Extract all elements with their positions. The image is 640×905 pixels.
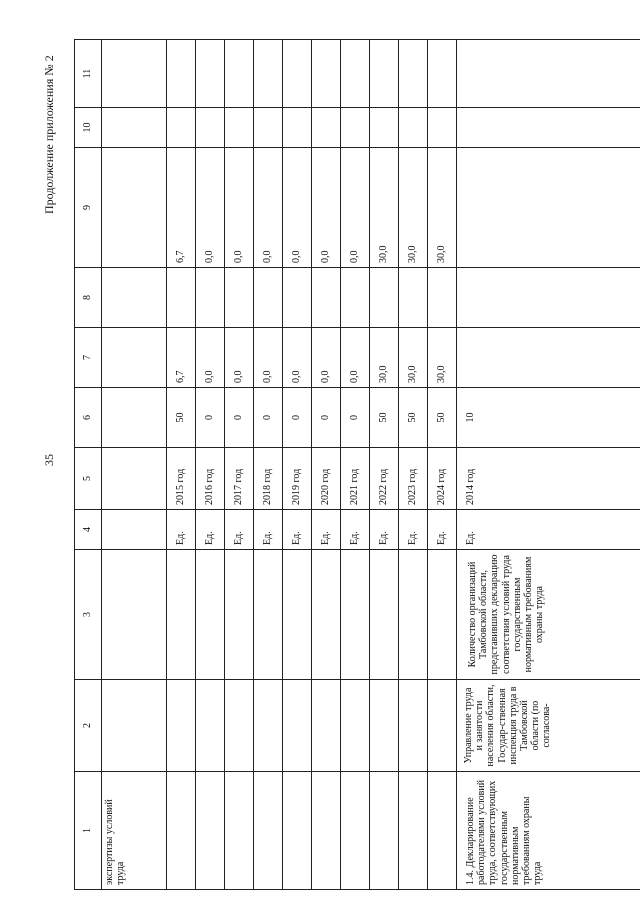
table-cell-col-8 bbox=[399, 268, 428, 328]
table-cell-col-5: 2014 год bbox=[457, 448, 640, 510]
table-cell-col-8 bbox=[457, 268, 640, 328]
table-cell-col-2 bbox=[312, 680, 341, 772]
table-cell-col-9 bbox=[102, 148, 167, 268]
table-cell-col-5: 2020 год bbox=[312, 448, 341, 510]
table-cell-col-7: 6,7 bbox=[167, 328, 196, 388]
table-cell-col-8 bbox=[196, 268, 225, 328]
table-row bbox=[225, 40, 254, 890]
table-cell-col-11 bbox=[283, 40, 312, 108]
table-cell-col-7: 30,0 bbox=[428, 328, 457, 388]
table-row bbox=[167, 40, 196, 890]
table-cell-col-8 bbox=[312, 268, 341, 328]
table-cell-col-11 bbox=[399, 40, 428, 108]
table-cell-col-11 bbox=[428, 40, 457, 108]
program-table bbox=[74, 39, 640, 890]
table-cell-col-5: 2017 год bbox=[225, 448, 254, 510]
table-cell-col-5: 2023 год bbox=[399, 448, 428, 510]
table-cell-col-2 bbox=[283, 680, 312, 772]
table-cell-col-4: Ед. bbox=[254, 510, 283, 550]
table-cell-col-6: 10 bbox=[457, 388, 640, 448]
table-cell-col-1 bbox=[312, 772, 341, 890]
table-cell-col-5: 2018 год bbox=[254, 448, 283, 510]
table-cell-col-2 bbox=[370, 680, 399, 772]
col-num-10: 10 bbox=[75, 108, 102, 148]
table-cell-col-3 bbox=[167, 550, 196, 680]
table-row bbox=[428, 40, 457, 890]
table-cell-col-2 bbox=[399, 680, 428, 772]
table-row bbox=[254, 40, 283, 890]
table-cell-col-5: 2015 год bbox=[167, 448, 196, 510]
table-cell-col-6: 50 bbox=[399, 388, 428, 448]
table-cell-col-9: 0,0 bbox=[225, 148, 254, 268]
table-cell-col-6 bbox=[102, 388, 167, 448]
table-cell-col-11 bbox=[225, 40, 254, 108]
table-row bbox=[102, 40, 167, 890]
col-num-1: 1 bbox=[75, 772, 102, 890]
table-cell-col-3 bbox=[225, 550, 254, 680]
table-cell-col-1: 1.4. Декларирование работодателями условий труда, соответствующих государственным нормативным требованиям охраны труда bbox=[457, 772, 640, 890]
table-cell-col-3: Количество организаций Тамбовской области, представивших декларацию соответствия условий труда государственным нормативным требованиям охраны труда bbox=[457, 550, 640, 680]
table-cell-col-8 bbox=[341, 268, 370, 328]
table-cell-col-7: 0,0 bbox=[341, 328, 370, 388]
table-cell-col-6: 50 bbox=[370, 388, 399, 448]
table-cell-col-6: 0 bbox=[254, 388, 283, 448]
table-cell-col-1 bbox=[370, 772, 399, 890]
table-cell-col-4: Ед. bbox=[399, 510, 428, 550]
table-cell-col-7: 0,0 bbox=[196, 328, 225, 388]
table-cell-col-6: 50 bbox=[167, 388, 196, 448]
table-cell-col-3 bbox=[370, 550, 399, 680]
table-cell-col-6: 0 bbox=[312, 388, 341, 448]
table-cell-col-2 bbox=[196, 680, 225, 772]
table-cell-col-8 bbox=[283, 268, 312, 328]
table-cell-col-4: Ед. bbox=[283, 510, 312, 550]
table-cell-col-4: Ед. bbox=[225, 510, 254, 550]
col-num-11: 11 bbox=[75, 40, 102, 108]
table-cell-col-1 bbox=[254, 772, 283, 890]
table-cell-col-7: 0,0 bbox=[254, 328, 283, 388]
table-row bbox=[196, 40, 225, 890]
table-cell-col-9: 30,0 bbox=[370, 148, 399, 268]
table-cell-col-7 bbox=[102, 328, 167, 388]
table-cell-col-5: 2024 год bbox=[428, 448, 457, 510]
table-cell-col-9: 0,0 bbox=[341, 148, 370, 268]
continuation-label: Продолжение приложения № 2 bbox=[42, 55, 56, 214]
table-cell-col-9: 0,0 bbox=[196, 148, 225, 268]
table-cell-col-10 bbox=[283, 108, 312, 148]
table-cell-col-10 bbox=[196, 108, 225, 148]
table-cell-col-8 bbox=[254, 268, 283, 328]
col-num-8: 8 bbox=[75, 268, 102, 328]
table-cell-col-2 bbox=[167, 680, 196, 772]
table-cell-col-8 bbox=[167, 268, 196, 328]
table-cell-col-7: 0,0 bbox=[312, 328, 341, 388]
col-num-7: 7 bbox=[75, 328, 102, 388]
col-num-9: 9 bbox=[75, 148, 102, 268]
table-cell-col-3 bbox=[254, 550, 283, 680]
table-cell-col-4: Ед. bbox=[370, 510, 399, 550]
table-cell-col-11 bbox=[312, 40, 341, 108]
table-cell-col-11 bbox=[102, 40, 167, 108]
table-cell-col-11 bbox=[196, 40, 225, 108]
table-cell-col-4: Ед. bbox=[457, 510, 640, 550]
table-cell-col-9: 30,0 bbox=[399, 148, 428, 268]
table-cell-col-5: 2022 год bbox=[370, 448, 399, 510]
table-cell-col-8 bbox=[102, 268, 167, 328]
table-cell-col-4: Ед. bbox=[312, 510, 341, 550]
table-cell-col-10 bbox=[254, 108, 283, 148]
table-cell-col-11 bbox=[457, 40, 640, 108]
table-cell-col-2 bbox=[254, 680, 283, 772]
table-cell-col-6: 0 bbox=[196, 388, 225, 448]
col-num-3: 3 bbox=[75, 550, 102, 680]
table-cell-col-2 bbox=[428, 680, 457, 772]
table-cell-col-3 bbox=[341, 550, 370, 680]
table-cell-col-3 bbox=[102, 550, 167, 680]
table-row bbox=[457, 40, 640, 890]
table-cell-col-11 bbox=[167, 40, 196, 108]
table-cell-col-3 bbox=[283, 550, 312, 680]
table-cell-col-7 bbox=[457, 328, 640, 388]
table-cell-col-4: Ед. bbox=[167, 510, 196, 550]
table-cell-col-10 bbox=[399, 108, 428, 148]
table-cell-col-1 bbox=[196, 772, 225, 890]
table-row bbox=[370, 40, 399, 890]
col-num-6: 6 bbox=[75, 388, 102, 448]
table-cell-col-4: Ед. bbox=[341, 510, 370, 550]
table-cell-col-2 bbox=[102, 680, 167, 772]
table-cell-col-10 bbox=[370, 108, 399, 148]
table-cell-col-6: 50 bbox=[428, 388, 457, 448]
table-cell-col-2 bbox=[341, 680, 370, 772]
table-cell-col-5: 2019 год bbox=[283, 448, 312, 510]
table-cell-col-2 bbox=[225, 680, 254, 772]
table-cell-col-1: экспертизы условий труда bbox=[102, 772, 167, 890]
table-cell-col-1 bbox=[399, 772, 428, 890]
table-cell-col-8 bbox=[370, 268, 399, 328]
table-cell-col-10 bbox=[225, 108, 254, 148]
table-cell-col-2: Управление труда и занятости населения области, Государ-ственная инспекция труда в Тамбовской области (по согласова- bbox=[457, 680, 640, 772]
table-cell-col-11 bbox=[254, 40, 283, 108]
table-cell-col-5: 2016 год bbox=[196, 448, 225, 510]
table-cell-col-3 bbox=[196, 550, 225, 680]
table-cell-col-7: 0,0 bbox=[225, 328, 254, 388]
table-cell-col-7: 30,0 bbox=[370, 328, 399, 388]
table-cell-col-11 bbox=[370, 40, 399, 108]
table-cell-col-10 bbox=[167, 108, 196, 148]
table-cell-col-1 bbox=[428, 772, 457, 890]
table-cell-col-9: 0,0 bbox=[254, 148, 283, 268]
table-cell-col-1 bbox=[283, 772, 312, 890]
table-cell-col-1 bbox=[167, 772, 196, 890]
table-row bbox=[341, 40, 370, 890]
table-cell-col-9: 0,0 bbox=[283, 148, 312, 268]
table-cell-col-10 bbox=[312, 108, 341, 148]
table-cell-col-10 bbox=[341, 108, 370, 148]
table-cell-col-1 bbox=[225, 772, 254, 890]
table-cell-col-3 bbox=[399, 550, 428, 680]
column-number-row bbox=[75, 40, 102, 890]
table-row bbox=[283, 40, 312, 890]
table-cell-col-3 bbox=[312, 550, 341, 680]
table-cell-col-8 bbox=[225, 268, 254, 328]
table-cell-col-11 bbox=[341, 40, 370, 108]
table-cell-col-5 bbox=[102, 448, 167, 510]
table-cell-col-7: 0,0 bbox=[283, 328, 312, 388]
table-cell-col-7: 30,0 bbox=[399, 328, 428, 388]
table-cell-col-1 bbox=[341, 772, 370, 890]
col-num-5: 5 bbox=[75, 448, 102, 510]
table-cell-col-3 bbox=[428, 550, 457, 680]
table-cell-col-4: Ед. bbox=[196, 510, 225, 550]
page-number: 35 bbox=[42, 454, 56, 466]
col-num-2: 2 bbox=[75, 680, 102, 772]
table-cell-col-9 bbox=[457, 148, 640, 268]
table-cell-col-6: 0 bbox=[341, 388, 370, 448]
table-cell-col-9: 30,0 bbox=[428, 148, 457, 268]
table-cell-col-6: 0 bbox=[283, 388, 312, 448]
table-cell-col-4: Ед. bbox=[428, 510, 457, 550]
table-cell-col-9: 6,7 bbox=[167, 148, 196, 268]
table-cell-col-4 bbox=[102, 510, 167, 550]
table-cell-col-10 bbox=[102, 108, 167, 148]
table-cell-col-5: 2021 год bbox=[341, 448, 370, 510]
table-row bbox=[399, 40, 428, 890]
rotated-table-container bbox=[74, 40, 634, 890]
table-cell-col-10 bbox=[428, 108, 457, 148]
table-cell-col-10 bbox=[457, 108, 640, 148]
table-cell-col-9: 0,0 bbox=[312, 148, 341, 268]
table-cell-col-8 bbox=[428, 268, 457, 328]
col-num-4: 4 bbox=[75, 510, 102, 550]
table-row bbox=[312, 40, 341, 890]
table-cell-col-6: 0 bbox=[225, 388, 254, 448]
